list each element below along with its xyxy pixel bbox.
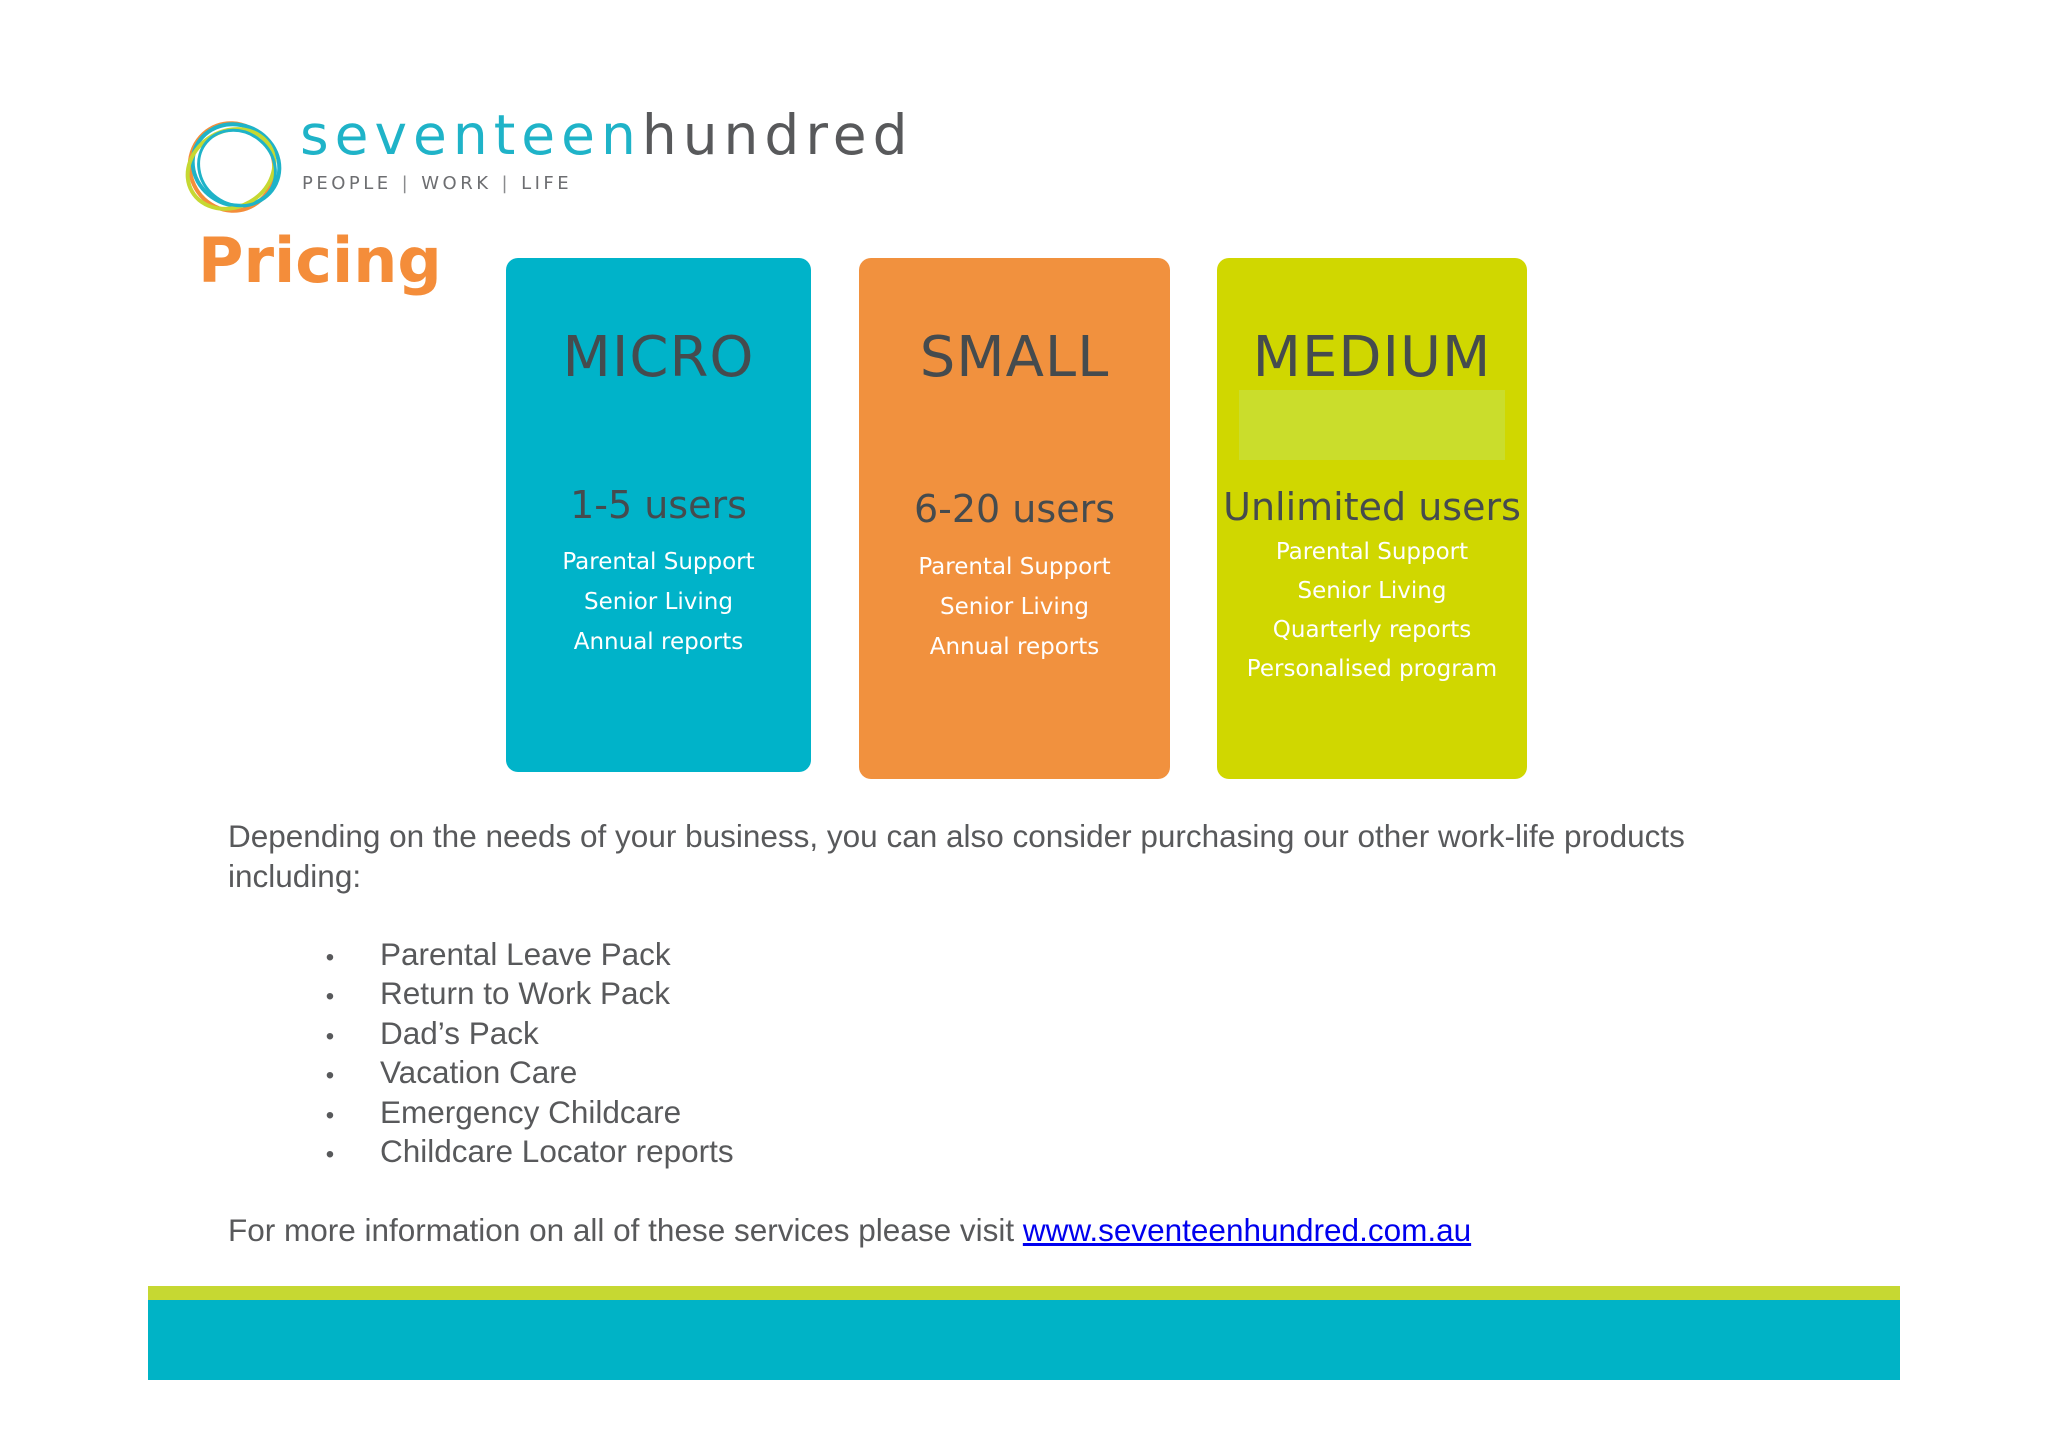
plan-name: SMALL <box>919 325 1110 390</box>
list-item <box>310 974 734 1013</box>
list-item <box>310 935 734 974</box>
plan-highlight-band <box>1239 390 1505 460</box>
plan-card-micro <box>506 258 811 772</box>
list-item <box>310 1014 734 1053</box>
more-info-paragraph <box>228 1210 1788 1250</box>
product-name: Dad’s Pack <box>380 1014 539 1051</box>
plan-users: Unlimited users <box>1223 485 1521 529</box>
plan-feature: Parental Support <box>1275 539 1469 565</box>
product-name: Childcare Locator reports <box>380 1132 734 1169</box>
product-name: Emergency Childcare <box>380 1093 682 1130</box>
footer-stripe-green <box>148 1286 1900 1300</box>
tagline-people: PEOPLE <box>302 173 392 194</box>
tagline-work: WORK <box>421 173 492 194</box>
more-info-text: For more information on all of these services please visit <box>228 1212 1023 1248</box>
plan-features <box>1217 533 1527 689</box>
list-item <box>310 1093 734 1132</box>
logo-circles-icon <box>182 116 286 218</box>
plan-feature: Parental Support <box>562 549 755 575</box>
plan-name: MICRO <box>562 325 755 390</box>
plan-name: MEDIUM <box>1252 325 1492 390</box>
bullet-icon: • <box>325 1140 335 1168</box>
bullet-icon: • <box>325 983 335 1011</box>
plan-card-medium <box>1217 258 1527 779</box>
bullet-icon: • <box>325 1022 335 1050</box>
list-item <box>310 1132 734 1171</box>
tagline-separator: | <box>501 173 512 194</box>
tagline-separator: | <box>401 173 412 194</box>
list-item <box>310 1053 734 1092</box>
tagline-life: LIFE <box>521 173 573 194</box>
plan-features <box>859 547 1170 667</box>
plan-feature: Personalised program <box>1246 656 1498 682</box>
website-link[interactable]: www.seventeenhundred.com.au <box>1022 1212 1472 1248</box>
bullet-icon: • <box>325 1062 335 1090</box>
plan-feature: Annual reports <box>929 634 1100 660</box>
plan-feature: Senior Living <box>1297 578 1447 604</box>
plan-feature: Senior Living <box>584 589 733 615</box>
products-list <box>310 935 734 1171</box>
plan-feature: Quarterly reports <box>1272 617 1472 643</box>
bullet-icon: • <box>325 944 335 971</box>
plan-users: 1-5 users <box>570 483 747 527</box>
footer-stripe-teal <box>148 1300 1900 1380</box>
plan-feature: Parental Support <box>918 554 1111 580</box>
plan-features <box>506 542 811 662</box>
plan-users: 6-20 users <box>913 487 1115 531</box>
brand-tagline <box>302 173 572 194</box>
plan-card-small <box>859 258 1170 779</box>
product-name: Vacation Care <box>380 1054 578 1091</box>
bullet-icon: • <box>325 1101 335 1129</box>
plan-feature: Senior Living <box>940 594 1089 620</box>
page-title: Pricing <box>198 224 442 297</box>
product-name: Return to Work Pack <box>380 975 671 1012</box>
brand-wordmark <box>300 103 914 167</box>
brand-name-part1: seventeen <box>300 103 642 167</box>
brand-name-part2: hundred <box>641 103 914 167</box>
product-name: Parental Leave Pack <box>380 936 671 972</box>
intro-paragraph: Depending on the needs of your business, you can also consider purchasing our other work-life products including: <box>228 818 1685 894</box>
plan-feature: Annual reports <box>573 629 744 655</box>
